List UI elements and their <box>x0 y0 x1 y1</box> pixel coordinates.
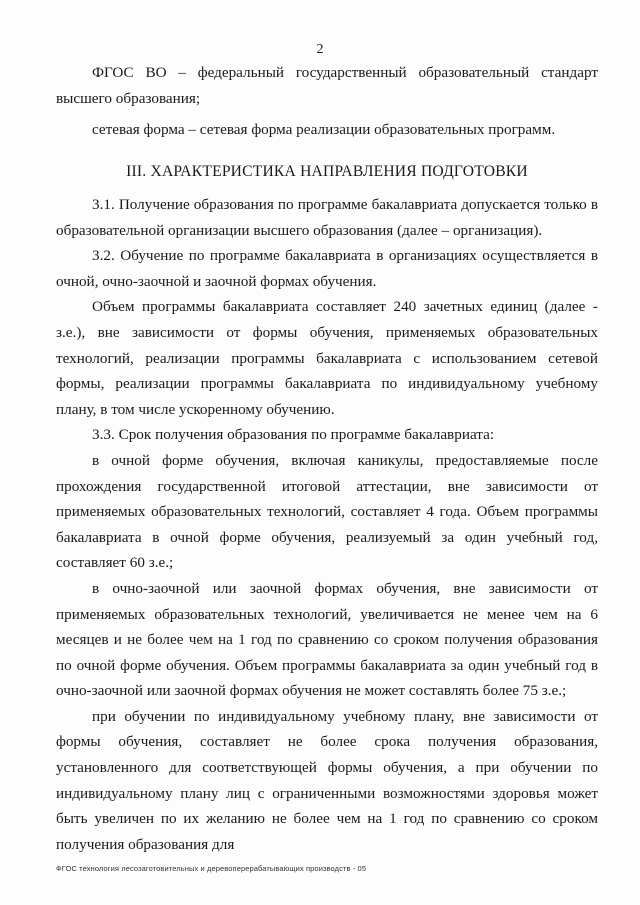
definition-network-form: сетевая форма – сетевая форма реализации образовательных программ. <box>92 121 556 139</box>
paragraph-full-time: в очной форме обучения, включая каникулы, предоставляемые после прохождения государственной итоговой аттестации, вне зависимости от применяемых образовательных технологий, составляет 4 года. Объем программы бакалавриата в очной форме обучения, реализуемый за один учебный год, составляет 60 з.е.; <box>56 451 598 572</box>
section-heading: III. ХАРАКТЕРИСТИКА НАПРАВЛЕНИЯ ПОДГОТОВКИ <box>126 163 528 180</box>
footer-note: ФГОС технология лесозаготовительных и деревоперерабатывающих производств - 05 <box>56 864 367 873</box>
paragraph-individual-plan: при обучении по индивидуальному учебному плану, вне зависимости от формы обучения, составляет не более срока получения образования, установленного для соответствующей формы обучения, а при обучении по индивидуальному плану лиц с ограниченными возможностями здоровья может быть увеличен по их желанию не более чем на 1 год по сравнению со сроком получения образования для <box>56 707 598 853</box>
paragraph-3-1: 3.1. Получение образования по программе бакалавриата допускается только в образовательной организации высшего образования (далее – организация). <box>56 196 598 239</box>
definitions-block <box>56 60 598 143</box>
definition-fgos: ФГОС ВО – федеральный государственный образовательный стандарт высшего образования; <box>56 64 598 107</box>
paragraph-3-3: 3.3. Срок получения образования по программе бакалавриата: <box>92 426 495 444</box>
body-text <box>56 192 598 857</box>
page-number: 2 <box>316 42 324 57</box>
paragraph-volume: Объем программы бакалавриата составляет 240 зачетных единиц (далее - з.е.), вне зависимости от формы обучения, применяемых образовательных технологий, реализации программы бакалавриата с использованием сетевой формы, реализации программы бакалавриата по индивидуальному учебному плану, в том числе ускоренному обучению. <box>56 298 598 418</box>
paragraph-3-2: 3.2. Обучение по программе бакалавриата в организациях осуществляется в очной, очно-заочной и заочной формах обучения. <box>56 247 598 290</box>
paragraph-part-time: в очно-заочной или заочной формах обучения, вне зависимости от применяемых образовательных технологий, увеличивается не менее чем на 6 месяцев и не более чем на 1 год по сравнению со сроком получения образования по очной форме обучения. Объем программы бакалавриата за один учебный год в очно-заочной или заочной формах обучения не может составлять более 75 з.е.; <box>56 579 598 700</box>
